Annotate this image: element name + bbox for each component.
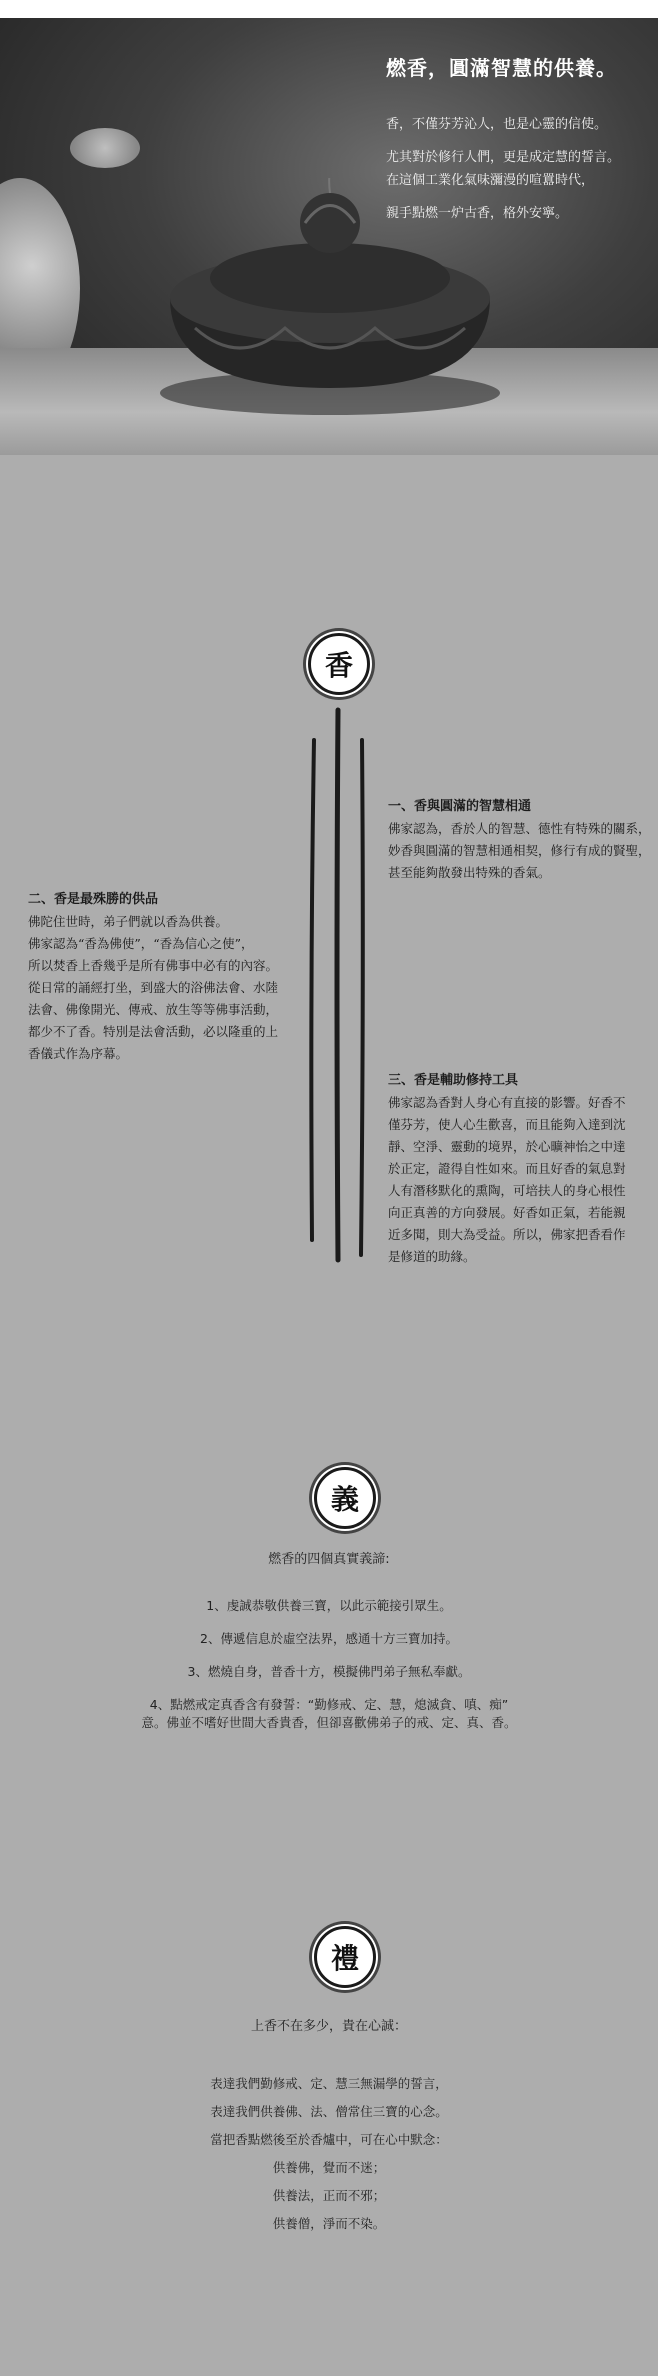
item-line: 法會、佛像開光、傳戒、放生等等佛事活動，	[28, 1002, 279, 1017]
li-heading	[0, 2015, 658, 2034]
li-heading-text: 上香不在多少，貴在心誠：	[250, 2019, 407, 2034]
item-line: 佛家認為，香於人的智慧、德性有特殊的關系，	[388, 821, 651, 836]
li-line: 供養法，正而不邪；	[272, 2188, 386, 2203]
yi-heading	[0, 1548, 658, 1567]
item-line: 向正真善的方向發展。好香如正氣，若能親	[388, 1205, 626, 1220]
yi-list-item: 4、點燃戒定真香含有發誓：“勤修戒、定、慧，熄滅貪、嗔、痴”	[149, 1697, 509, 1712]
item-heading: 二、香是最殊勝的供品	[28, 892, 159, 907]
hero-title: 燃香，圓滿智慧的供養。	[386, 56, 617, 80]
xiang-emblem-char: 香	[324, 649, 353, 682]
item-line: 香儀式作為序幕。	[28, 1046, 129, 1061]
li-line: 供養佛，覺而不迷；	[272, 2160, 386, 2175]
yi-list-item: 3、燃燒自身，普香十方，模擬佛門弟子無私奉獻。	[187, 1664, 471, 1679]
xiang-emblem	[308, 633, 370, 695]
xiang-item-1	[388, 796, 651, 884]
yi-list-item: 意。佛並不嗜好世間大香貴香，但卻喜歡佛弟子的戒、定、真、香。	[141, 1715, 517, 1730]
li-emblem-char: 禮	[330, 1942, 359, 1975]
item-line: 佛家認為香對人身心有直接的影響。好香不	[388, 1095, 626, 1110]
item-line: 佛陀住世時，弟子們就以香為供養。	[28, 914, 229, 929]
item-line: 所以焚香上香幾乎是所有佛事中必有的內容。	[28, 958, 279, 973]
item-line: 妙香與圓滿的智慧相通相契，修行有成的賢聖，	[388, 843, 651, 858]
li-emblem	[314, 1926, 376, 1988]
item-line: 於正定，證得自性如來。而且好香的氣息對	[388, 1161, 626, 1176]
li-line: 表達我們供養佛、法、僧常住三寶的心念。	[210, 2104, 448, 2119]
item-line: 僅芬芳，使人心生歡喜，而且能夠入達到沈	[388, 1117, 626, 1132]
top-white-strip	[0, 0, 658, 18]
yi-emblem-char: 義	[330, 1483, 359, 1516]
hero-line: 親手點燃一炉古香，格外安寧。	[386, 206, 569, 221]
yi-list	[0, 1596, 658, 1731]
hero-line: 尤其對於修行人們，更是成定慧的誓言。	[386, 150, 621, 165]
li-line: 表達我們勤修戒、定、慧三無漏學的誓言，	[210, 2076, 448, 2091]
yi-heading-text: 燃香的四個真實義諦:	[268, 1552, 390, 1567]
flower-decoration	[70, 128, 140, 168]
li-list	[0, 2070, 658, 2238]
item-line: 甚至能夠散發出特殊的香氣。	[388, 865, 551, 880]
item-line: 都少不了香。特別是法會活動，必以隆重的上	[28, 1024, 279, 1039]
yi-emblem	[314, 1467, 376, 1529]
hero-line: 香，不僅芬芳沁人，也是心靈的信使。	[386, 117, 608, 132]
item-line: 靜、空淨、靈動的境界，於心曠神怡之中達	[388, 1139, 626, 1154]
li-line: 供養僧，淨而不染。	[272, 2216, 386, 2231]
hero-line: 在這個工業化氣味瀰漫的喧囂時代，	[386, 173, 595, 188]
li-line: 當把香點燃後至於香爐中，可在心中默念：	[210, 2132, 448, 2147]
yi-list-item: 1、虔誠恭敬供養三寶，以此示範接引眾生。	[206, 1598, 452, 1613]
xiang-item-3	[388, 1070, 626, 1268]
xiang-item-2	[28, 889, 278, 1065]
hero-banner	[0, 18, 658, 455]
item-line: 佛家認為“香為佛使”，“香為信心之使”，	[28, 936, 254, 951]
item-line: 人有潛移默化的熏陶，可培扶人的身心根性	[388, 1183, 626, 1198]
item-heading: 三、香是輔助修持工具	[388, 1073, 519, 1088]
item-line: 近多聞，則大為受益。所以，佛家把香看作	[388, 1227, 626, 1242]
item-line: 從日常的誦經打坐，到盛大的浴佛法會、水陸	[28, 980, 279, 995]
yi-list-item: 2、傳遞信息於虛空法界，感通十方三寶加持。	[200, 1631, 458, 1646]
item-line: 是修道的助緣。	[388, 1249, 476, 1264]
hero-paragraph-2	[386, 158, 594, 237]
item-heading: 一、香與圓滿的智慧相通	[388, 799, 532, 814]
